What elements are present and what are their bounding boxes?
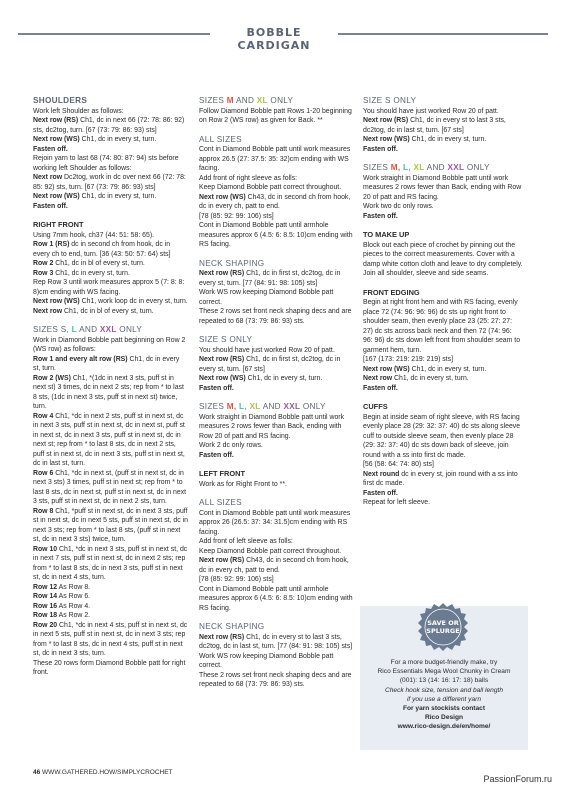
- instruction-line: Row 4 Ch1, *dc in next 2 sts, puff st in next st, dc in next 3 sts, puff st in next st, dc in next st, puff st in next st, dc in next 3 sts, puff st in next st, dc in next st; rep from * to last 8 sts, dc in next 2 sts, puff st in next st, dc in next 3 sts, puff st in next st, dc in last st, turn.: [33, 412, 185, 467]
- instruction-line: [78 (85: 92: 99: 106) sts]: [199, 212, 274, 220]
- instruction-line: Keep Diamond Bobble patt correct throughout.: [199, 184, 342, 191]
- sizes-heading-s-l-xxl: SIZES S, L AND XXL ONLY: [33, 325, 143, 334]
- instruction-line: Fasten off.: [363, 145, 398, 153]
- instruction-line: Fasten off.: [33, 202, 68, 210]
- instruction-line: Row 18 As Row 2.: [33, 612, 91, 619]
- sizes-m-xl-text: Follow Diamond Bobble patt Rows 1-20 beginning on Row 2 (WS row) as given for Back. **: [199, 107, 352, 124]
- instruction-line: Next row (RS) Ch43, dc in second ch from hook, dc in every ch, patt to end.: [199, 557, 349, 574]
- instruction-line: Next row (RS) Ch1, dc in every st to last 3 sts, dc2tog, dc in last st, turn. [77 (84: 91: 98: 105) sts]: [199, 633, 353, 650]
- instruction-line: Fasten off.: [363, 489, 398, 497]
- watermark: PassionForum.ru: [483, 774, 552, 784]
- instruction-line: Work WS row keeping Diamond Bobble patt correct.: [199, 289, 334, 306]
- instruction-line: Next row (WS) Ch1, dc in every st, turn.: [199, 375, 323, 382]
- instruction-line: Fasten off.: [199, 384, 234, 392]
- instruction-line: Row 16 As Row 4.: [33, 602, 91, 610]
- neck-shaping-rows-2: [199, 633, 353, 690]
- instruction-line: These 20 rows form Diamond Bobble patt for right front.: [33, 659, 186, 676]
- section-heading-right-front: RIGHT FRONT: [33, 220, 84, 229]
- all-sizes-heading-2: ALL SIZES: [199, 498, 242, 507]
- instruction-line: Row 2 (WS) Ch1, *(1dc in next 3 sts, puff st in next st) 3 times, dc in next 2 sts; rep from * to last 8 sts, (1dc in next 3 sts, puff st in next st) twice, turn.: [33, 374, 184, 410]
- instruction-line: Add front of left sleeve as folls:: [199, 538, 293, 545]
- instruction-line: Next round dc in every st, join round with a ss into first dc made.: [363, 470, 518, 487]
- instruction-line: Row 6 Ch1, *dc in next st, (puff st in next st, dc in next 3 sts) 3 times, puff st in next st; rep from * to last 8 sts, dc in next st, puff st in next st, dc in next 3 sts, puff st in next st, dc in next 2 sts, turn.: [33, 469, 187, 505]
- all-sizes-heading: ALL SIZES: [199, 134, 242, 144]
- instruction-line: You should have just worked Row 20 of patt.: [199, 346, 335, 354]
- instruction-line: Begin at inside seam of right sleeve, with RS facing evenly place 28 (29: 32: 37: 40) dc sts along sleeve cuff to outside sleeve seam, then evenly place 28 (29: 32: 37: 40) dc sts down back of sleeve, join round with a ss into first dc made.: [363, 413, 521, 459]
- column-3: [363, 96, 523, 508]
- instruction-line: Work in Diamond Bobble patt beginning on Row 2 (WS row) as follows:: [33, 336, 186, 353]
- instruction-line: Cont in Diamond Bobble patt until work measures approx 26.5 (27: 37.5: 35: 32)cm ending with WS facing.: [199, 146, 351, 172]
- all-sizes-rows-2: [199, 509, 353, 614]
- instruction-line: Row 1 (RS) dc in second ch from hook, dc in every ch to end, turn. [36 (43: 50: 57: 64) sts]: [33, 241, 171, 258]
- size-s-heading-3: SIZE S ONLY: [363, 96, 417, 105]
- instruction-line: Next row (RS) Ch1, dc in next 66 (72: 78: 86: 92) sts, dc2tog, turn. [67 (73: 79: 86: 93) sts]: [33, 117, 185, 134]
- sizes-m-l-xl-xxl-rows-3: [363, 174, 523, 222]
- instruction-line: Fasten off.: [363, 212, 398, 220]
- shoulders-intro: Work left Shoulder as follows:: [33, 107, 124, 115]
- instruction-line: Row 14 As Row 6.: [33, 593, 91, 600]
- instruction-line: Add front of right sleeve as folls:: [199, 174, 298, 182]
- instruction-line: Work straight in Diamond Bobble patt until work measures 2 rows fewer than Back, ending with Row 20 of patt and RS facing.: [363, 174, 522, 201]
- page-number: 46: [33, 769, 41, 776]
- size-s-rows: [199, 346, 353, 394]
- instruction-line: Repeat for left sleeve.: [363, 499, 431, 506]
- instruction-line: [167 (173: 219: 219: 219) sts]: [363, 356, 454, 363]
- instruction-line: Rep Row 3 until work measures approx 5 (7: 8: 8: 8)cm ending with WS facing.: [33, 279, 185, 296]
- instruction-line: Row 20 Ch1, *dc in next 4 sts, puff st in next st, dc in next 5 sts, puff st in next st, dc in next 3 sts; rep from * to last 8 sts, dc in next 4 sts, puff st in next st, dc in next 3 sts, turn.: [33, 621, 188, 657]
- instruction-line: Using 7mm hook, ch37 (44: 51: 58: 65).: [33, 231, 155, 239]
- instruction-line: Row 3 Ch1, dc in every st, turn.: [33, 269, 130, 277]
- sizes-heading-m-xl: SIZES M AND XL ONLY: [199, 96, 294, 105]
- promo-line-7: Rico Design: [424, 714, 464, 722]
- instruction-line: Keep Diamond Bobble patt correct throughout.: [199, 547, 342, 555]
- promo-line-1: For a more budget-friendly make, try: [390, 659, 498, 666]
- sizes-m-l-xl-xxl-heading-3: SIZES M, L, XL AND XXL ONLY: [363, 163, 490, 172]
- promo-line-5: if you use a different yarn: [406, 695, 482, 703]
- instruction-line: Cont in Diamond Bobble patt until armhole measures approx 6 (4.5: 6: 8.5: 10)cm ending with RS facing.: [199, 585, 353, 612]
- section-heading-front-edging: FRONT EDGING: [363, 287, 420, 297]
- all-sizes-rows: [199, 145, 353, 250]
- instruction-line: Work 2 dc only rows.: [199, 442, 263, 449]
- instruction-line: Next row (WS) Ch1, dc in every st, turn.: [33, 193, 157, 200]
- instruction-line: [78 (85: 92: 99: 106) sts]: [199, 576, 274, 583]
- save-or-splurge-box: [360, 606, 528, 750]
- instruction-line: Row 2 Ch1, dc in bl of every st, turn.: [33, 260, 145, 267]
- instruction-line: Cont in Diamond Bobble patt until armhole measures approx 6 (4.5: 6: 8.5: 10)cm ending with RS facing.: [199, 222, 353, 248]
- sizes-m-l-xl-xxl-heading: SIZES M, L, XL AND XXL ONLY: [199, 402, 326, 411]
- size-s-heading: SIZE S ONLY: [199, 335, 253, 344]
- instruction-line: You should have just worked Row 20 of patt.: [363, 107, 499, 115]
- promo-link[interactable]: www.rico-design.de/en/home/: [397, 723, 491, 731]
- page-title: BOBBLE CARDIGAN: [237, 26, 311, 52]
- instruction-line: Next row (RS) Ch1, dc in first st, dc2tog, dc in every st, turn. [77 (84: 91: 98: 105) sts]: [199, 270, 341, 287]
- instruction-line: Row 1 and every alt row (RS) Ch1, dc in every st, turn.: [33, 355, 180, 372]
- instruction-line: Next row Dc2tog, work in dc over next 66 (72: 78: 85: 92) sts, turn. [67 (73: 79: 86: 93) sts]: [33, 174, 186, 191]
- instruction-line: Work WS row keeping Diamond Bobble patt correct.: [199, 652, 334, 669]
- instruction-line: Row 8 Ch1, *puff st in next st, dc in next 3 sts, puff st in next st, dc in next 5 sts, puff st in next st, dc in next 3 sts; rep from * to last 8 sts, (puff st in next st, dc in next 3 sts) twice, turn.: [33, 507, 188, 543]
- promo-line-4: Check hook size, tension and ball length: [384, 686, 504, 694]
- instruction-line: Next row (WS) Ch1, dc in every st, turn.: [33, 136, 157, 143]
- header-rule-left: [18, 33, 210, 35]
- section-heading-shoulders: SHOULDERS: [33, 96, 88, 105]
- promo-line-3: (001): 13 (14: 16: 17: 18) balls: [399, 677, 489, 685]
- header-rule-right: [338, 33, 548, 35]
- instruction-line: Next row (RS) Ch1, dc in first st, dc2tog, dc in every st, turn. [67 sts]: [199, 356, 341, 373]
- instruction-line: Row 10 Ch1, *dc in next 3 sts, puff st in next st, dc in next 7 sts, puff st in next st, dc in next 2 sts; rep from * to last 8 sts, dc in next 3 sts, puff st in next st, dc in next 4 sts, turn.: [33, 545, 188, 581]
- shoulders-rows: [33, 116, 188, 211]
- instruction-line: Next row (WS) Ch43, dc in second ch from hook, dc in every ch, patt to end.: [199, 193, 351, 210]
- instruction-line: Next row (WS) Ch1, dc in every st, turn.: [363, 365, 487, 373]
- page-footer: [33, 769, 173, 776]
- instruction-line: Work straight in Diamond Bobble patt until work measures 2 rows fewer than Back, ending with Row 20 of patt and RS facing.: [199, 413, 345, 440]
- promo-line-2: Rico Essentials Mega Wool Chunky in Cream: [377, 668, 511, 676]
- instruction-line: Next row (RS) Ch1, dc in every st to last 3 sts, dc2tog, dc in last st, turn. [67 sts]: [363, 117, 506, 134]
- make-up-rows: [363, 241, 523, 279]
- instruction-line: Next row Ch1, dc in every st, turn.: [363, 375, 469, 382]
- instruction-line: Fasten off.: [199, 451, 234, 459]
- instruction-line: Cont in Diamond Bobble patt until work measures approx 26 (26.5: 37: 34: 31.5)cm ending with RS facing.: [199, 509, 351, 536]
- cuffs-rows: [363, 413, 523, 508]
- instruction-line: Rejoin yarn to last 68 (74: 80: 87: 94) sts before working left Shoulder as follows:: [33, 155, 179, 172]
- instruction-line: These 2 rows set front neck shaping decs and are repeated to 68 (73: 79: 86: 93) sts.: [199, 671, 352, 688]
- instruction-line: These 2 rows set front neck shaping decs and are repeated to 68 (73: 79: 86: 93) sts.: [199, 308, 352, 325]
- instruction-line: Join all shoulder, sleeve and side seams.: [363, 270, 489, 277]
- instruction-line: Fasten off.: [33, 145, 68, 153]
- column-2: [199, 96, 353, 690]
- badge-line-2: SPLURGE: [426, 627, 460, 635]
- section-heading-cuffs: CUFFS: [363, 402, 388, 411]
- instruction-line: Next row (WS) Ch1, dc in every st, turn.: [363, 136, 487, 143]
- instruction-line: [56 (58: 64: 74: 80) sts]: [363, 461, 434, 468]
- instruction-line: Row 12 As Row 8.: [33, 583, 91, 591]
- footer-url[interactable]: WWW.GATHERED.HOW/SIMPLYCROCHET: [42, 769, 173, 776]
- section-heading-left-front: LEFT FRONT: [199, 469, 245, 478]
- column-1: [33, 96, 188, 678]
- sizes-m-l-xl-xxl-rows: [199, 413, 353, 461]
- bobble-rows: [33, 336, 188, 678]
- badge-line-1: SAVE OR: [427, 619, 459, 627]
- instruction-line: Next row (WS) Ch1, work loop dc in every st, turn.: [33, 298, 188, 305]
- page-header: [0, 26, 566, 52]
- front-edging-rows: [363, 298, 523, 393]
- size-s-rows-3: [363, 107, 523, 155]
- instruction-line: Begin at right front hem and with RS facing, evenly place 72 (74: 96: 96: 96) dc sts up right front to shoulder seam, then evenly place 23 (25: 27: 27: 27) dc sts across back neck and then 72 (74: 96: 96: 96) dc sts down left front from shoulder seam to garment hem, turn.: [363, 299, 521, 354]
- left-front-text: Work as for Right Front to **.: [199, 480, 287, 488]
- save-or-splurge-badge-icon: [418, 602, 468, 652]
- neck-shaping-heading-2: NECK SHAPING: [199, 622, 265, 631]
- instruction-line: Fasten off.: [363, 384, 398, 392]
- promo-text: [364, 658, 524, 732]
- instruction-line: Work two dc only rows.: [363, 203, 434, 210]
- neck-shaping-heading: NECK SHAPING: [199, 258, 265, 268]
- promo-line-6: For yarn stockists contact: [402, 705, 486, 713]
- section-heading-make-up: TO MAKE UP: [363, 230, 410, 239]
- instruction-line: Block out each piece of crochet by pinning out the pieces to the correct measurements. Cover with a damp white cotton cloth and leave to dry completely.: [363, 241, 523, 268]
- right-front-rows: [33, 231, 188, 317]
- neck-shaping-rows: [199, 269, 353, 326]
- instruction-line: Next row Ch1, dc in bl of every st, turn.: [33, 307, 154, 315]
